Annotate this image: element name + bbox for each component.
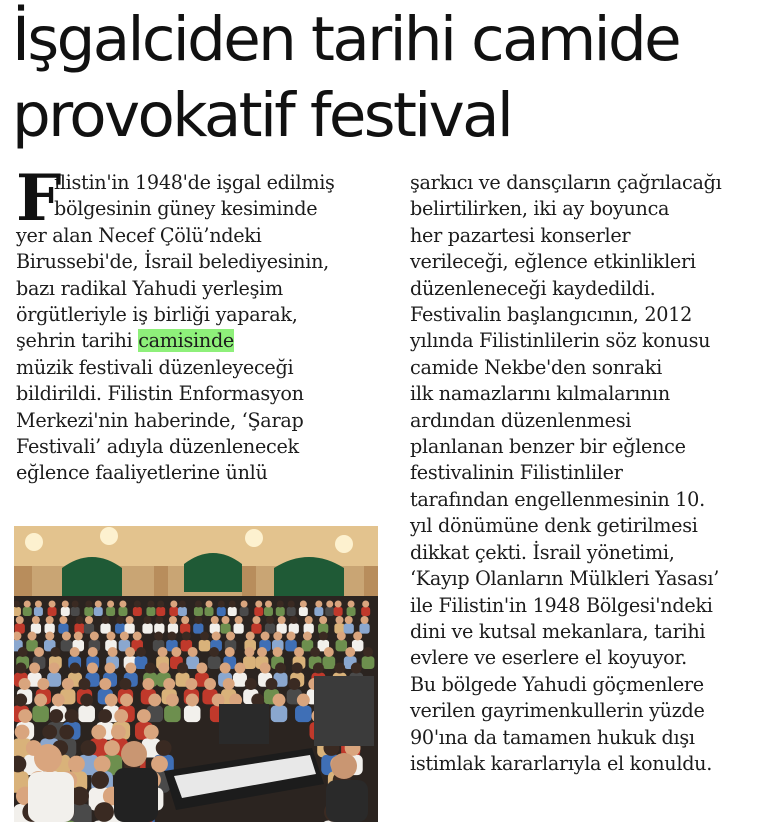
photo-person-head <box>166 694 179 707</box>
photo-person-body <box>14 607 21 616</box>
photo-person-body <box>208 656 221 669</box>
photo-person-head <box>69 663 80 674</box>
article-line: düzenleneceği kaydedildi. <box>410 276 656 300</box>
photo-person-head <box>275 663 286 674</box>
photo-person-head <box>225 647 235 657</box>
photo-person-head <box>114 709 128 723</box>
left-column-lines-1 <box>16 161 378 328</box>
photo-person-body <box>178 607 187 616</box>
photo-arch <box>62 557 122 596</box>
photo-person-head <box>24 601 31 608</box>
photo-person-head <box>15 725 30 740</box>
photo-person-head <box>315 601 322 608</box>
photo-person-head <box>292 663 303 674</box>
photo-person-head <box>244 647 254 657</box>
photo-person-body <box>133 607 142 616</box>
photo-person-head <box>195 601 202 608</box>
photo-person-head <box>18 709 32 723</box>
article-line: istimlak kararlarıyla el konuldu. <box>410 751 713 775</box>
photo-amp <box>314 676 374 746</box>
photo-person-head <box>273 694 286 707</box>
photo-person-head <box>35 601 42 608</box>
photo-person-head <box>303 632 312 641</box>
photo-chandelier <box>100 527 118 545</box>
photo-person-head <box>120 678 132 690</box>
photo-person-head <box>300 601 307 608</box>
photo-person-body <box>362 656 375 669</box>
photo-person-body <box>48 607 57 616</box>
highlight-line-before: şehrin tarihi <box>16 329 139 353</box>
photo-person-head <box>125 647 135 657</box>
photo-chandelier <box>245 529 263 547</box>
photo-person-head <box>257 647 267 657</box>
photo-person-head <box>144 725 159 740</box>
article-line: camide Nekbe'den sonraki <box>410 355 662 379</box>
photo-person-head <box>337 632 346 641</box>
photo-person-head <box>120 632 129 641</box>
photo-person-head <box>200 632 209 641</box>
photo-person-head <box>154 632 163 641</box>
photo-person-head <box>16 616 24 624</box>
photo-person-head <box>196 663 207 674</box>
photo-person-body <box>118 607 127 616</box>
photo-speaker <box>219 704 269 744</box>
photo-person-head <box>273 632 282 641</box>
photo-person-body <box>295 706 312 723</box>
article-column-left <box>16 161 378 487</box>
article-column-right <box>410 170 770 777</box>
photo-person-head <box>156 740 172 756</box>
photo-person-head <box>14 694 27 707</box>
photo-person-head <box>179 601 186 608</box>
photo-person-body <box>217 607 226 616</box>
photo-person-head <box>335 601 342 608</box>
photo-person-head <box>266 678 278 690</box>
photo-musician-body <box>326 780 368 822</box>
photo-person-head <box>235 616 243 624</box>
photo-person-head <box>297 694 310 707</box>
photo-person-head <box>50 647 60 657</box>
photo-person-head <box>49 709 63 723</box>
photo-person-head <box>74 632 83 641</box>
photo-person-head <box>155 616 163 624</box>
right-column-lines <box>410 170 770 777</box>
photo-musician-body <box>28 772 74 822</box>
photo-person-body <box>169 607 178 616</box>
photo-chandelier <box>335 535 353 553</box>
photo-person-body <box>314 607 323 616</box>
photo-person-body <box>23 607 32 616</box>
photo-person-head <box>148 694 161 707</box>
photo-person-head <box>120 694 133 707</box>
article-line: 90'ına da tamamen hukuk dışı <box>410 725 695 749</box>
photo-person-head <box>277 601 284 608</box>
article-line: şarkıcı ve dansçıların çağrılacağı <box>410 171 722 194</box>
photo-person-head <box>181 616 189 624</box>
photo-person-head <box>81 740 97 756</box>
photo-person-body <box>205 607 214 616</box>
photo-person-body <box>106 607 115 616</box>
photo-person-head <box>18 647 28 657</box>
photo-person-head <box>91 725 106 740</box>
photo-person-head <box>278 616 286 624</box>
photo-person-head <box>98 709 112 723</box>
photo-person-head <box>261 632 270 641</box>
photo-person-head <box>310 647 320 657</box>
photo-person-body <box>146 607 155 616</box>
headline-line-1: İşgalciden tarihi camide <box>12 4 680 75</box>
photo-person-head <box>305 616 313 624</box>
photo-person-head <box>102 616 110 624</box>
photo-person-head <box>223 678 235 690</box>
photo-person-head <box>29 663 40 674</box>
photo-person-head <box>62 678 74 690</box>
photo-person-head <box>265 601 272 608</box>
photo-person-head <box>65 709 79 723</box>
photo-person-head <box>226 632 235 641</box>
photo-person-body <box>34 607 43 616</box>
photo-person-head <box>59 725 74 740</box>
photo-person-head <box>104 740 120 756</box>
photo-person-head <box>158 663 169 674</box>
photo-person-head <box>186 694 199 707</box>
photo-person-head <box>220 663 231 674</box>
article-line: örgütleriyle iş birliği yaparak, <box>16 303 298 327</box>
photo-person-head <box>68 756 85 773</box>
photo-person-head <box>245 678 257 690</box>
photo-person-body <box>233 673 247 687</box>
article-line: Birussebi'de, İsrail belediyesinin, <box>16 250 329 274</box>
photo-person-head <box>188 647 198 657</box>
photo-person-body <box>142 623 152 633</box>
photo-person-head <box>255 601 262 608</box>
photo-person-head <box>34 647 44 657</box>
photo-person-head <box>72 601 79 608</box>
headline-line-2: provokatif festival <box>12 80 512 151</box>
photo-person-head <box>144 616 152 624</box>
photo-person-head <box>185 678 197 690</box>
article-line: bölgesinin güney kesiminde <box>54 197 318 221</box>
photo-person-body <box>71 607 80 616</box>
photo-person-head <box>85 616 93 624</box>
photo-person-body <box>359 623 369 633</box>
photo-person-head <box>252 616 260 624</box>
photo-person-head <box>116 616 124 624</box>
photo-person-head <box>85 601 92 608</box>
photo-person-head <box>222 616 230 624</box>
article-line: planlanan benzer bir eğlence <box>410 435 686 459</box>
photo-person-head <box>108 647 118 657</box>
photo-person-head <box>234 663 245 674</box>
photo-person-head <box>70 647 80 657</box>
photo-person-body <box>264 607 273 616</box>
photo-illustration <box>14 526 378 822</box>
photo-person-head <box>169 616 177 624</box>
photo-person-head <box>157 601 164 608</box>
article-line: festivalinin Filistinliler <box>410 461 623 485</box>
photo-person-head <box>95 601 102 608</box>
photo-person-head <box>28 632 37 641</box>
article-line: Bu bölgede Yahudi göçmenlere <box>410 672 704 696</box>
photo-person-head <box>76 616 84 624</box>
photo-person-head <box>266 616 274 624</box>
photo-person-head <box>204 678 216 690</box>
article-line: ardından düzenlenmesi <box>410 408 632 432</box>
photo-person-body <box>325 607 334 616</box>
photo-person-head <box>142 678 154 690</box>
photo-person-head <box>119 601 126 608</box>
photo-person-head <box>212 632 221 641</box>
photo-person-head <box>163 678 175 690</box>
photo-person-head <box>91 771 109 789</box>
photo-person-head <box>90 632 99 641</box>
photo-person-body <box>164 706 181 723</box>
photo-person-head <box>111 725 126 740</box>
photo-person-head <box>194 616 202 624</box>
photo-person-body <box>361 607 370 616</box>
photo-person-head <box>158 647 168 657</box>
headline <box>12 2 772 154</box>
photo-person-head <box>260 663 271 674</box>
photo-person-body <box>344 623 354 633</box>
photo-person-head <box>125 663 136 674</box>
photo-person-head <box>290 616 298 624</box>
article-line: evlere ve eserlere el koyuyor. <box>410 646 687 670</box>
photo-person-body <box>84 607 93 616</box>
photo-person-head <box>363 647 373 657</box>
photo-person-body <box>251 623 261 633</box>
photo-person-body <box>61 607 70 616</box>
photo-person-head <box>45 632 54 641</box>
photo-person-head <box>42 725 57 740</box>
article-line: eğlence faaliyetlerine ünlü <box>16 461 268 485</box>
photo-person-head <box>49 601 56 608</box>
article-line: bazı radikal Yahudi yerleşim <box>16 276 283 300</box>
photo-person-head <box>171 647 181 657</box>
article-line: belirtilirken, iki ay boyunca <box>410 197 670 221</box>
highlighted-word: camisinde <box>138 329 234 353</box>
article-line: Festivalin başlangıcının, 2012 <box>410 303 693 327</box>
photo-musician-head <box>34 744 62 772</box>
photo-person-head <box>137 709 151 723</box>
article-line: yer alan Necef Çölü’ndeki <box>16 223 262 247</box>
article-line: bildirildi. Filistin Enformasyon <box>16 382 304 406</box>
photo-person-head <box>182 632 191 641</box>
photo-person-head <box>79 678 91 690</box>
photo-person-head <box>105 694 118 707</box>
photo-person-head <box>94 756 111 773</box>
photo-person-head <box>94 802 114 822</box>
photo-person-body <box>199 640 211 652</box>
photo-person-head <box>288 678 300 690</box>
photo-person-head <box>313 663 324 674</box>
photo-person-body <box>240 607 249 616</box>
photo-person-head <box>37 678 49 690</box>
photo-person-head <box>288 601 295 608</box>
photo-person-head <box>273 647 283 657</box>
photo-person-body <box>276 607 285 616</box>
article-line: verileceği, eğlence etkinlikleri <box>410 250 696 274</box>
photo-person-head <box>15 663 26 674</box>
photo-person-body <box>322 656 335 669</box>
photo-person-head <box>167 632 176 641</box>
photo-person-head <box>206 601 213 608</box>
crowd-concert-photo <box>14 526 378 822</box>
article-line: tarafından engellenmesinin 10. <box>410 487 705 511</box>
photo-person-body <box>193 623 203 633</box>
photo-person-body <box>336 640 348 652</box>
photo-person-head <box>52 694 65 707</box>
photo-person-body <box>184 706 201 723</box>
photo-person-head <box>170 601 177 608</box>
article-line: Merkezi'nin haberinde, ‘Şarap <box>16 408 304 432</box>
photo-person-body <box>347 607 356 616</box>
photo-person-head <box>106 632 115 641</box>
photo-arch <box>274 557 344 600</box>
photo-person-head <box>345 616 353 624</box>
photo-person-head <box>353 632 362 641</box>
photo-person-head <box>324 647 334 657</box>
photo-person-head <box>107 601 114 608</box>
photo-person-head <box>62 601 69 608</box>
photo-person-head <box>361 616 369 624</box>
photo-person-head <box>80 694 93 707</box>
photo-person-head <box>348 601 355 608</box>
article-line: ‘Kayıp Olanların Mülkleri Yasası’ <box>410 567 719 591</box>
photo-person-head <box>229 601 236 608</box>
photo-person-head <box>362 601 369 608</box>
photo-person-head <box>32 616 40 624</box>
photo-person-head <box>287 632 296 641</box>
photo-person-head <box>46 616 54 624</box>
article-line: ilistin'in 1948'de işgal edilmiş <box>54 171 335 194</box>
photo-person-body <box>287 607 296 616</box>
photo-person-head <box>246 632 255 641</box>
photo-musician-body <box>114 768 158 822</box>
photo-person-body <box>194 607 203 616</box>
photo-person-head <box>134 601 141 608</box>
photo-person-head <box>34 694 47 707</box>
photo-person-head <box>136 647 146 657</box>
photo-person-head <box>294 647 304 657</box>
photo-person-head <box>177 663 188 674</box>
article-line: her pazartesi konserler <box>410 223 631 247</box>
article-line: müzik festivali düzenleyeceği <box>16 355 294 379</box>
article-line: verilen gayrimenkullerin yüzde <box>410 699 705 723</box>
photo-person-body <box>156 607 165 616</box>
photo-chandelier <box>25 533 43 551</box>
photo-person-head <box>334 663 345 674</box>
photo-person-head <box>345 647 355 657</box>
photo-person-head <box>59 616 67 624</box>
photo-person-body <box>271 706 288 723</box>
photo-person-head <box>336 616 344 624</box>
photo-person-head <box>105 663 116 674</box>
photo-person-head <box>209 647 219 657</box>
photo-person-head <box>126 616 134 624</box>
photo-person-head <box>19 678 31 690</box>
photo-person-head <box>133 632 142 641</box>
photo-person-head <box>62 632 71 641</box>
photo-person-body <box>32 706 49 723</box>
photo-person-head <box>147 601 154 608</box>
photo-person-head <box>211 616 219 624</box>
article-line: Festivali’ adıyla düzenlenecek <box>16 435 299 459</box>
left-column-lines-2 <box>16 355 378 487</box>
photo-person-head <box>241 601 248 608</box>
photo-musician-head <box>331 753 357 779</box>
article-line: yıl dönümüne denk getirilmesi <box>410 514 698 538</box>
article-line: yılında Filistinlilerin söz konusu <box>410 329 711 353</box>
article-line: dini ve kutsal mekanlara, tarihi <box>410 619 706 643</box>
photo-person-head <box>87 663 98 674</box>
photo-person-head <box>319 616 327 624</box>
photo-person-head <box>145 663 156 674</box>
photo-person-head <box>99 678 111 690</box>
photo-person-head <box>88 647 98 657</box>
photo-person-body <box>94 607 103 616</box>
photo-person-body <box>233 623 243 633</box>
article-line: dikkat çekti. İsrail yönetimi, <box>410 540 675 564</box>
highlight-line <box>16 328 378 354</box>
drop-cap: F <box>16 161 62 236</box>
photo-person-body <box>254 607 263 616</box>
photo-person-head <box>218 601 225 608</box>
photo-person-head <box>351 663 362 674</box>
photo-person-body <box>334 607 343 616</box>
photo-person-head <box>49 663 60 674</box>
photo-person-body <box>299 607 308 616</box>
article-line: ile Filistin'in 1948 Bölgesi'ndeki <box>410 593 713 617</box>
photo-person-body <box>228 607 237 616</box>
photo-person-head <box>326 601 333 608</box>
article-line: ilk namazlarını kılmalarının <box>410 382 670 406</box>
photo-musician-head <box>121 741 147 767</box>
photo-person-body <box>78 706 95 723</box>
photo-person-head <box>319 632 328 641</box>
photo-arch <box>184 553 242 592</box>
